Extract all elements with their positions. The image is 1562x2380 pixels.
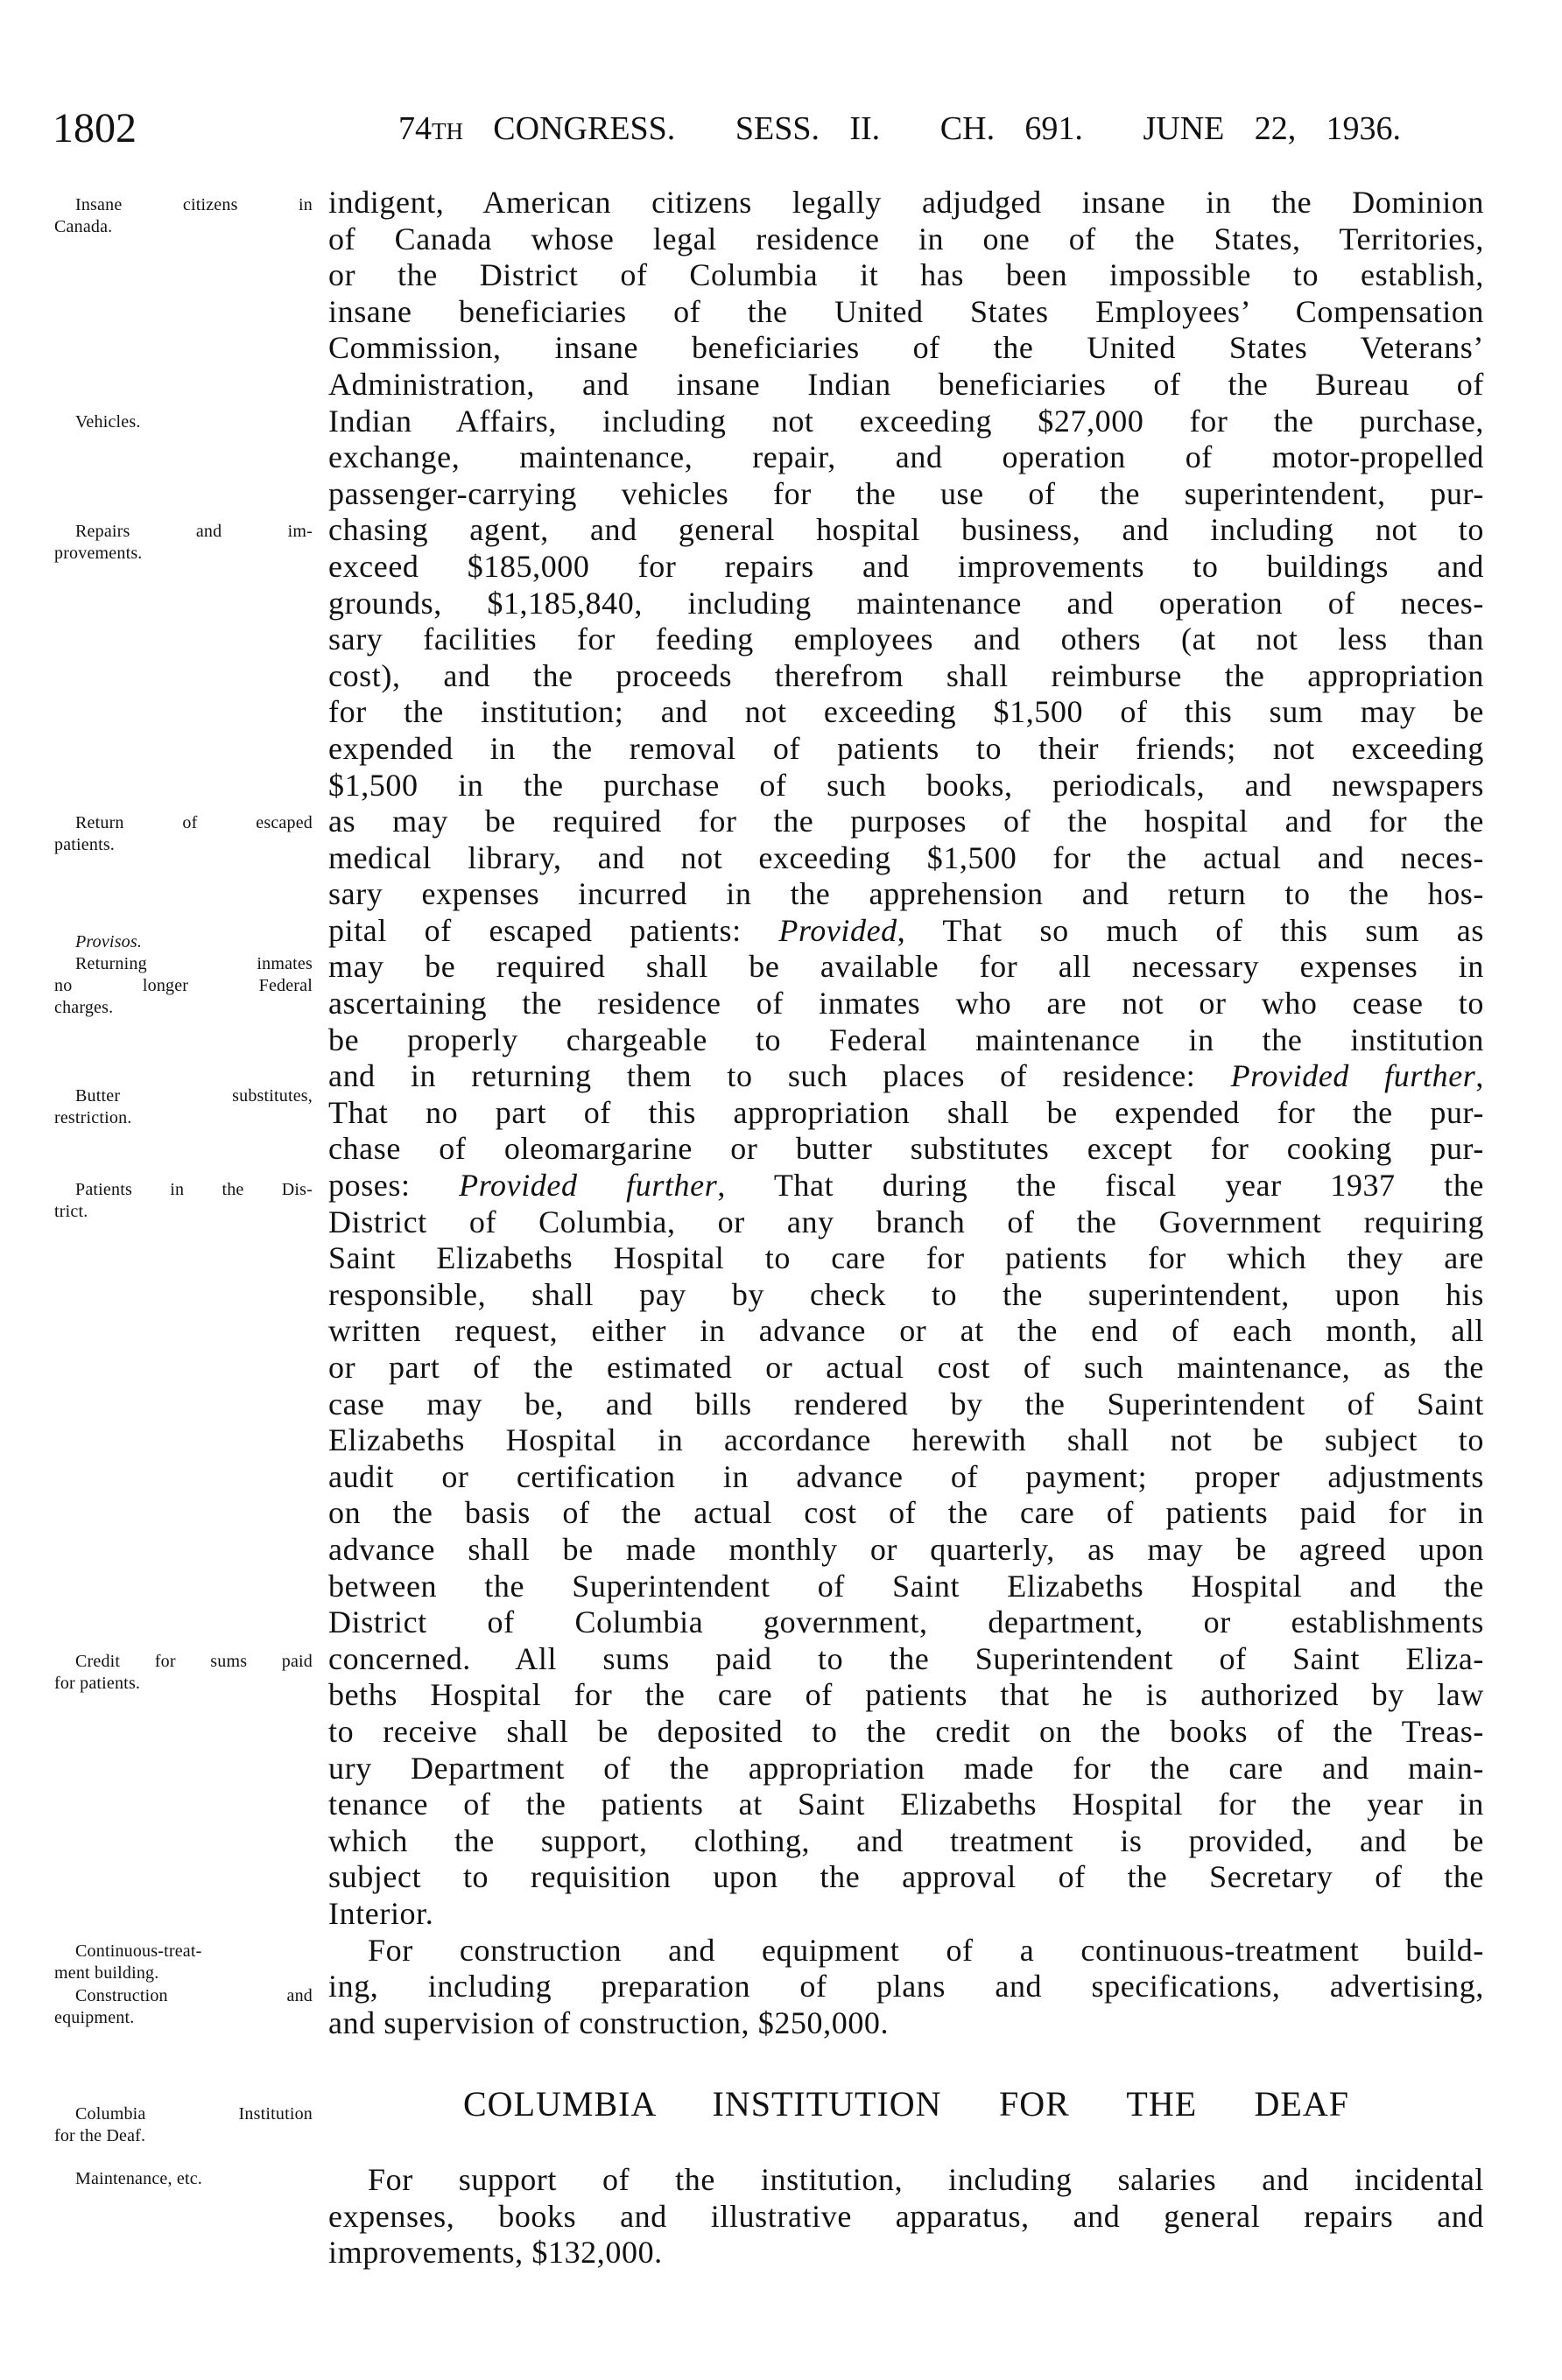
text-line: $1,500 in the purchase of such books, periodicals, and newspapers [328, 767, 1484, 803]
text-line: That no part of this appropriation shall be expended for the pur- [328, 1094, 1484, 1130]
margin-note-line: Return of escaped [75, 812, 313, 832]
margin-note [54, 1941, 313, 1984]
text-line: case may be, and bills rendered by the Superintendent of Saint [328, 1386, 1484, 1422]
margin-note-line: charges. [54, 997, 114, 1017]
margin-note-line: Columbia Institution [75, 2103, 313, 2124]
text-line: For construction and equipment of a continuous-treatment build- [368, 1932, 1484, 1968]
page-number: 1802 [53, 105, 137, 151]
margin-note-line: Continuous-treat- [75, 1941, 202, 1961]
text-line: responsible, shall pay by check to the superintendent, upon his [328, 1276, 1484, 1312]
margin-note-line: Credit for sums paid [75, 1651, 313, 1671]
text-line: written request, either in advance or at the end of each month, all [328, 1313, 1484, 1349]
margin-note [54, 931, 313, 953]
margin-note-line: Canada. [54, 216, 113, 236]
text-line: subject to requisition upon the approval of the Secretary of the [328, 1859, 1484, 1895]
margin-note [54, 2103, 313, 2147]
text-line: Elizabeths Hospital in accordance herewith shall not be subject to [328, 1422, 1484, 1458]
margin-note [54, 812, 313, 856]
margin-note-line: Insane citizens in [75, 194, 313, 214]
margin-note-line: for patients. [54, 1673, 141, 1693]
text-line: Administration, and insane Indian beneficiaries of the Bureau of [328, 366, 1484, 402]
margin-note-line: Vehicles. [75, 411, 141, 432]
text-line: chasing agent, and general hospital business, and including not to [328, 512, 1484, 548]
text-line: improvements, $132,000. [328, 2235, 663, 2271]
deaf-section-body-text [328, 2162, 1484, 2271]
text-line: medical library, and not exceeding $1,500 for the actual and neces- [328, 839, 1484, 875]
text-line: for the institution; and not exceeding $1,500 of this sum may be [328, 694, 1484, 730]
text-line: or part of the estimated or actual cost of such maintenance, as the [328, 1350, 1484, 1385]
text-line: and supervision of construction, $250,000. [328, 2004, 890, 2040]
margin-note [54, 1085, 313, 1129]
text-line: on the basis of the actual cost of the care of patients paid for in [328, 1495, 1484, 1531]
text-line: ing, including preparation of plans and specifications, advertising, [328, 1969, 1484, 2004]
text-line: Commission, insane beneficiaries of the United States Veterans’ [328, 330, 1484, 366]
text-line: which the support, clothing, and treatment is provided, and be [328, 1822, 1484, 1858]
margin-note [54, 1651, 313, 1695]
margin-note-line: Returning inmates [75, 953, 313, 973]
text-line: insane beneficiaries of the United States Employees’ Compensation [328, 293, 1484, 329]
section-heading: COLUMBIA INSTITUTION FOR THE DEAF [463, 2084, 1349, 2124]
margin-note-line: provements. [54, 543, 143, 563]
text-segment: , That so much of this sum as [897, 912, 1484, 948]
text-line [328, 1168, 1484, 1204]
margin-note [54, 411, 313, 433]
text-line: Interior. [328, 1895, 434, 1931]
margin-note-line: restriction. [54, 1107, 132, 1127]
text-line: sary expenses incurred in the apprehension and return to the hos- [328, 876, 1484, 912]
text-line: ascertaining the residence of inmates who are not or who cease to [328, 986, 1484, 1022]
margin-note [54, 194, 313, 238]
text-segment: pital of escaped patients: [328, 912, 779, 948]
margin-note-line: Butter substitutes, [75, 1085, 313, 1106]
text-line: or the District of Columbia it has been impossible to establish, [328, 257, 1484, 293]
text-line: exchange, maintenance, repair, and operation of motor-propelled [328, 439, 1484, 475]
margin-note [54, 1985, 313, 2029]
running-head [398, 107, 1401, 151]
text-line: as may be required for the purposes of the hospital and for the [328, 804, 1484, 839]
text-line: indigent, American citizens legally adjudged insane in the Dominion [328, 185, 1484, 220]
text-line: to receive shall be deposited to the credit on the books of the Treas- [328, 1713, 1484, 1749]
congress-suffix: th [432, 110, 463, 147]
text-line: grounds, $1,185,840, including maintenance and operation of neces- [328, 585, 1484, 621]
margin-note [54, 1179, 313, 1223]
text-segment: , That during the fiscal year 1937 the [717, 1168, 1484, 1204]
italic-term: Provided [778, 912, 897, 948]
text-line: sary facilities for feeding employees and others (at not less than [328, 621, 1484, 657]
running-head-text: CONGRESS. SESS. II. CH. 691. JUNE 22, 1936. [463, 110, 1401, 147]
text-line: cost), and the proceeds therefrom shall reimburse the appropriation [328, 657, 1484, 693]
margin-note-line: Patients in the Dis- [75, 1179, 313, 1199]
italic-term: Provided further [1230, 1058, 1476, 1094]
margin-note-line: for the Deaf. [54, 2125, 146, 2145]
text-line [328, 1058, 1484, 1095]
text-line: may be required shall be available for all necessary expenses in [328, 949, 1484, 985]
text-segment: , [1475, 1058, 1484, 1094]
margin-note-line: patients. [54, 834, 116, 854]
margin-note-line: Construction and [75, 1985, 313, 2005]
text-line: beths Hospital for the care of patients that he is authorized by law [328, 1677, 1484, 1713]
text-line: chase of oleomargarine or butter substitutes except for cooking pur- [328, 1131, 1484, 1167]
italic-term: Provided further [459, 1168, 718, 1204]
margin-note-line: Provisos. [75, 931, 143, 951]
margin-note-line: equipment. [54, 2007, 135, 2027]
margin-note-line: no longer Federal [54, 975, 313, 995]
text-line: ury Department of the appropriation made for the care and main- [328, 1750, 1484, 1786]
text-line: passenger-carrying vehicles for the use of the superintendent, pur- [328, 475, 1484, 511]
text-segment: poses: [328, 1168, 460, 1204]
text-line: exceed $185,000 for repairs and improvements to buildings and [328, 548, 1484, 584]
margin-note-line: Maintenance, etc. [75, 2168, 202, 2188]
text-line: advance shall be made monthly or quarterly, as may be agreed upon [328, 1531, 1484, 1567]
main-body-text [328, 185, 1484, 2041]
margin-note-line: ment building. [54, 1962, 159, 1983]
text-line: be properly chargeable to Federal maintenance in the institution [328, 1022, 1484, 1057]
text-line: expenses, books and illustrative apparatus, and general repairs and [328, 2198, 1484, 2234]
text-line: Indian Affairs, including not exceeding $27,000 for the purchase, [328, 403, 1484, 439]
text-line: District of Columbia government, department, or establishments [328, 1604, 1484, 1640]
margin-note [54, 2168, 313, 2190]
text-line: For support of the institution, including salaries and incidental [368, 2162, 1484, 2197]
margin-note-line: trict. [54, 1201, 88, 1221]
text-line: District of Columbia, or any branch of the Government requiring [328, 1204, 1484, 1239]
text-line: between the Superintendent of Saint Elizabeths Hospital and the [328, 1568, 1484, 1604]
margin-note [54, 953, 313, 1019]
text-line [328, 913, 1484, 950]
text-line: expended in the removal of patients to their friends; not exceeding [328, 730, 1484, 766]
text-line: concerned. All sums paid to the Superintendent of Saint Eliza- [328, 1640, 1484, 1676]
text-line: tenance of the patients at Saint Elizabeths Hospital for the year in [328, 1787, 1484, 1822]
margin-note-line: Repairs and im- [75, 521, 313, 541]
text-line: of Canada whose legal residence in one of the States, Territories, [328, 221, 1484, 256]
text-segment: and in returning them to such places of residence: [328, 1058, 1231, 1094]
margin-note [54, 521, 313, 565]
congress-number: 74 [398, 110, 432, 147]
text-line: audit or certification in advance of payment; proper adjustments [328, 1458, 1484, 1494]
text-line: Saint Elizabeths Hospital to care for patients for which they are [328, 1240, 1484, 1276]
